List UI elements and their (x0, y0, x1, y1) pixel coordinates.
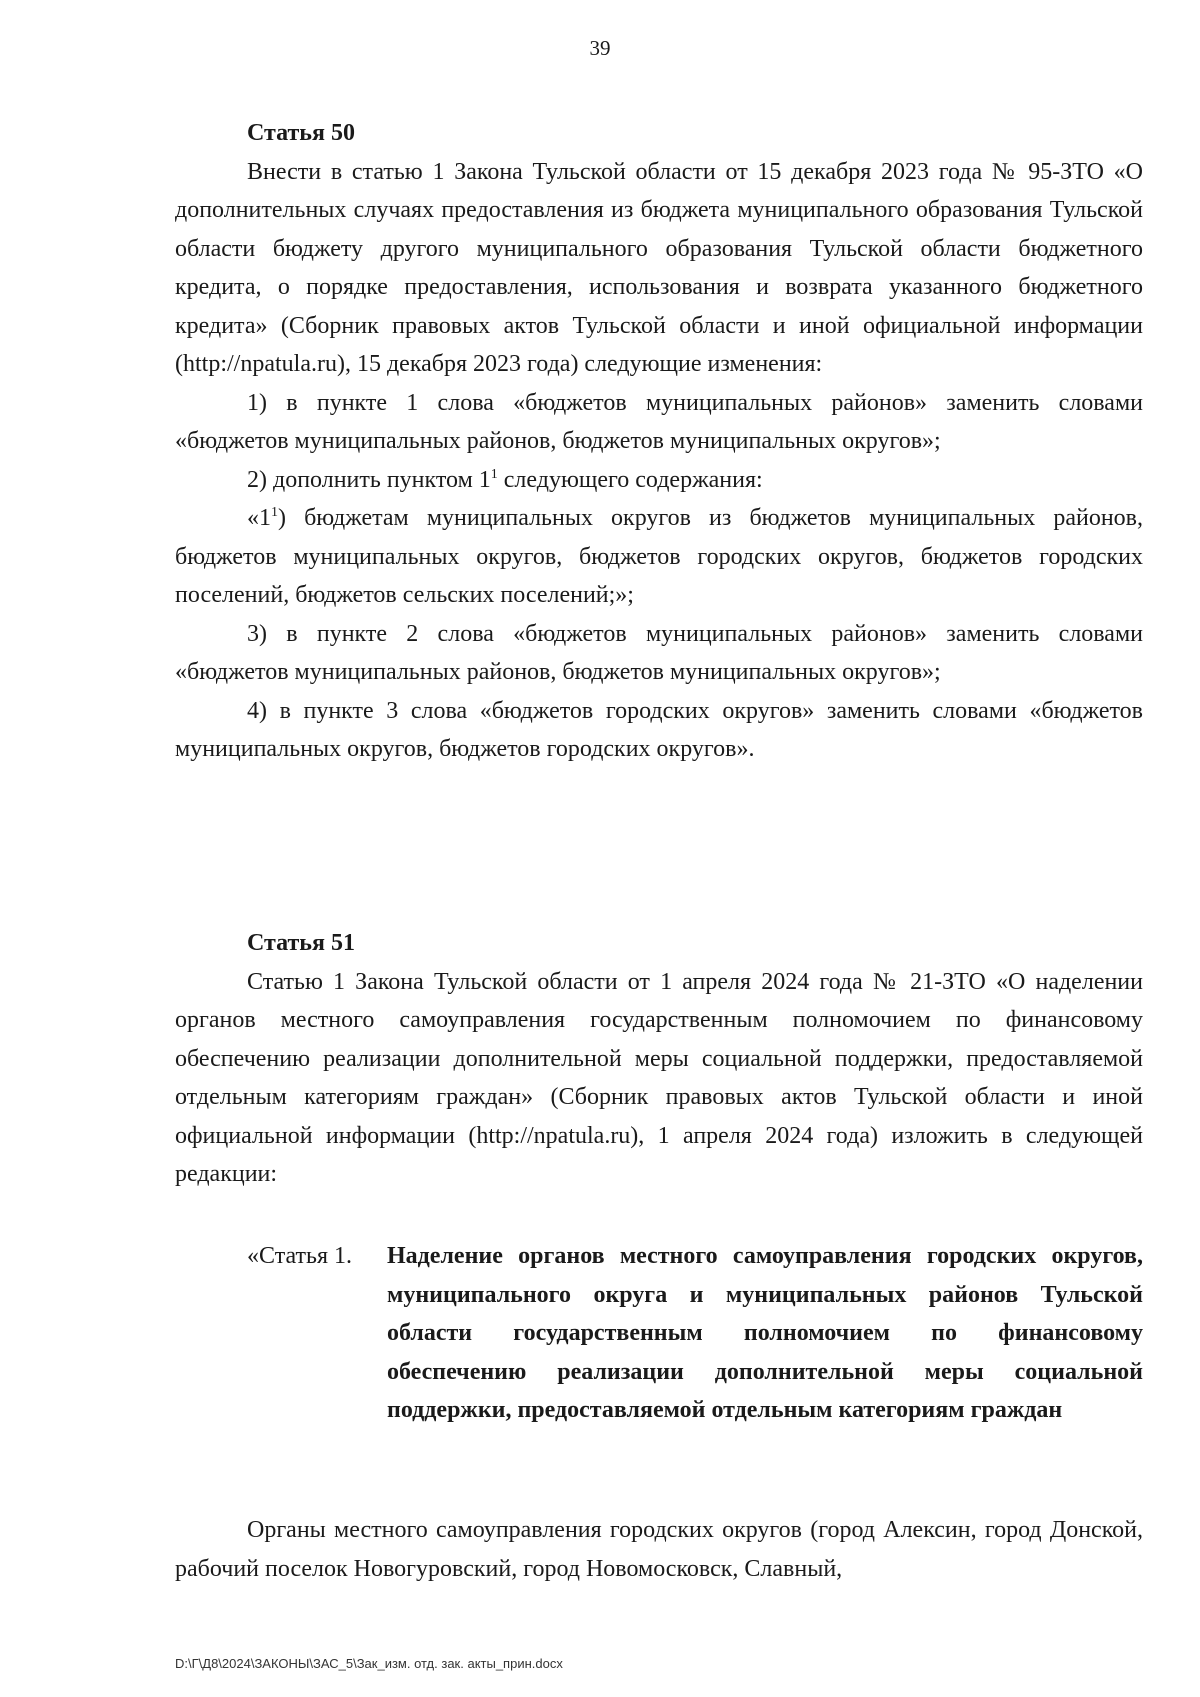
item-2-text-before: 2) дополнить пунктом 1 (247, 466, 491, 493)
quoted-article-title (175, 1237, 1143, 1430)
page-number: 39 (589, 36, 611, 60)
quoted-article-label: «Статья 1. (247, 1243, 352, 1269)
quoted-item-open: «1 (247, 505, 271, 531)
item-2-superscript: 1 (490, 466, 498, 482)
article-50-item-2-quoted (175, 499, 1143, 615)
item-2-text-after: следующего содержания: (497, 466, 763, 493)
quoted-item-superscript: 1 (271, 505, 278, 520)
article-51-intro: Статью 1 Закона Тульской области от 1 апреля 2024 года № 21-ЗТО «О наделении органов местного самоуправления государственным полномочием по финансовому обеспечению реализации дополнительной меры социальной поддержки, предоставляемой отдельным категориям граждан» (Сборник правовых актов Тульской области и иной официальной информации (http://npatula.ru), 1 апреля 2024 года) изложить в следующей редакции: (175, 968, 1143, 1187)
article-50 (175, 114, 1143, 769)
article-50-intro: Внести в статью 1 Закона Тульской области от 15 декабря 2023 года № 95-ЗТО «О дополнительных случаях предоставления из бюджета муниципального образования Тульской области бюджету другого муниципального образования Тульской области бюджетного кредита, о порядке предоставления, использования и возврата указанного бюджетного кредита» (Сборник правовых актов Тульской области и иной официальной информации (http://npatula.ru), 15 декабря 2023 года) следующие изменения: (175, 158, 1143, 377)
quoted-article-title-text: Наделение органов местного самоуправления городских округов, муниципального округа и муниципальных районов Тульской области государственным полномочием по финансовому обеспечению реализации дополнительной меры социальной поддержки, предоставляемой отдельным категориям граждан (387, 1243, 1143, 1423)
article-50-item-3: 3) в пункте 2 слова «бюджетов муниципальных районов» заменить словами «бюджетов муниципальных районов, бюджетов муниципальных округов»; (175, 620, 1143, 685)
article-50-item-1: 1) в пункте 1 слова «бюджетов муниципальных районов» заменить словами «бюджетов муниципальных районов, бюджетов муниципальных округов»; (175, 389, 1143, 454)
quoted-article-body (175, 1511, 1143, 1588)
quoted-item-text: ) бюджетам муниципальных округов из бюджетов муниципальных районов, бюджетов муниципальных округов, бюджетов городских округов, бюджетов городских поселений, бюджетов сельских поселений;»; (175, 505, 1143, 608)
article-51 (175, 924, 1143, 1194)
quoted-article-body-text: Органы местного самоуправления городских округов (город Алексин, город Донской, рабочий поселок Новогуровский, город Новомосковск, Славный, (175, 1517, 1143, 1582)
article-50-item-2 (175, 461, 1143, 500)
footer-file-path: D:\Г\Д8\2024\ЗАКОНЫ\ЗАС_5\Зак_изм. отд. зак. акты_прин.docx (175, 1656, 563, 1671)
article-51-heading: Статья 51 (247, 930, 355, 956)
article-50-heading: Статья 50 (247, 120, 355, 146)
article-50-item-4: 4) в пункте 3 слова «бюджетов городских округов» заменить словами «бюджетов муниципальных округов, бюджетов городских округов». (175, 697, 1143, 762)
